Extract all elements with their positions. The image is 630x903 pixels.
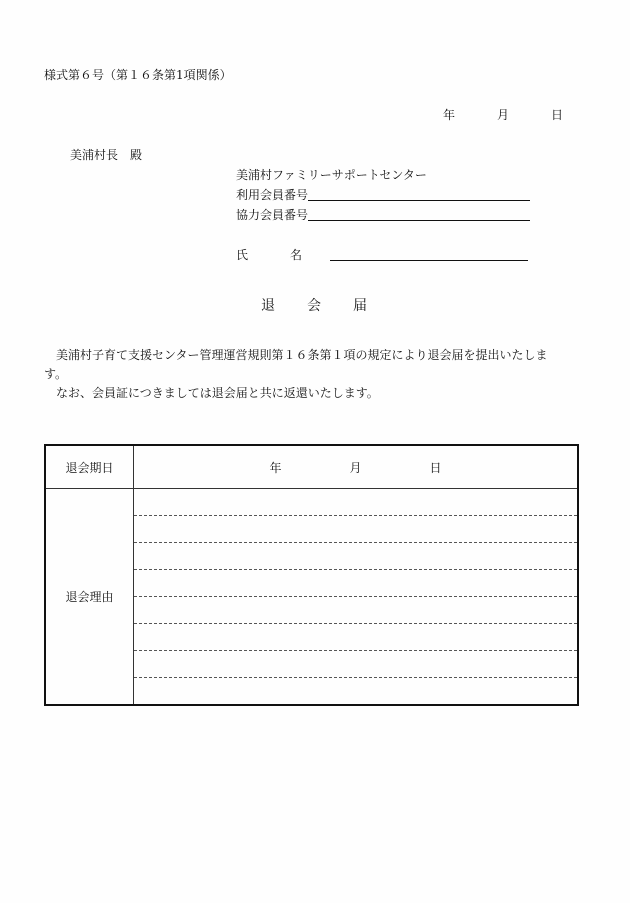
submission-date xyxy=(443,106,563,123)
support-member-number-field[interactable] xyxy=(308,220,530,221)
withdrawal-reason-field[interactable] xyxy=(134,489,579,706)
name-label-second: 名 xyxy=(290,248,303,262)
user-member-number-row xyxy=(236,186,308,203)
reason-line[interactable] xyxy=(134,489,577,516)
user-member-number-field[interactable] xyxy=(308,200,530,201)
body-line-1: 美浦村子育て支援センター管理運営規則第１６条第１項の規定により退会届を提出いたしま xyxy=(56,348,548,362)
date-day-label: 日 xyxy=(551,108,564,122)
reason-line[interactable] xyxy=(134,624,577,651)
withdrawal-date-row xyxy=(45,445,578,489)
name-row xyxy=(236,246,302,263)
body-line-3: なお、会員証につきましては退会届と共に返還いたします。 xyxy=(56,386,379,400)
withdrawal-date-label: 退会期日 xyxy=(45,445,134,489)
reason-line[interactable] xyxy=(134,570,577,597)
withdrawal-reason-row xyxy=(45,489,578,706)
name-field[interactable] xyxy=(330,260,528,261)
date-month-label: 月 xyxy=(497,108,510,122)
date-year-label: 年 xyxy=(443,108,456,122)
document-title xyxy=(261,295,367,315)
title-char-3: 届 xyxy=(353,298,367,314)
reason-line[interactable] xyxy=(134,651,577,678)
reason-line[interactable] xyxy=(134,597,577,624)
title-char-1: 退 xyxy=(261,298,275,314)
reason-line[interactable] xyxy=(134,678,577,704)
withdrawal-date-field[interactable] xyxy=(134,445,579,489)
reason-line[interactable] xyxy=(134,516,577,543)
name-label-first: 氏 xyxy=(236,248,249,262)
organization-name: 美浦村ファミリーサポートセンター xyxy=(236,168,427,182)
withdrawal-form-table xyxy=(44,444,579,706)
title-char-2: 会 xyxy=(307,298,321,314)
withdrawal-date-day: 日 xyxy=(429,460,442,475)
form-number: 様式第６号（第１６条第1項関係） xyxy=(44,68,232,82)
user-member-number-label: 利用会員番号 xyxy=(236,188,309,202)
support-member-number-row xyxy=(236,206,308,223)
support-member-number-label: 協力会員番号 xyxy=(236,208,309,222)
body-text xyxy=(44,346,594,403)
addressee: 美浦村長 殿 xyxy=(70,148,143,162)
body-line-2: す。 xyxy=(44,367,68,381)
withdrawal-date-year: 年 xyxy=(269,460,282,475)
withdrawal-reason-label: 退会理由 xyxy=(45,489,134,706)
reason-line[interactable] xyxy=(134,543,577,570)
withdrawal-date-month: 月 xyxy=(349,460,362,475)
